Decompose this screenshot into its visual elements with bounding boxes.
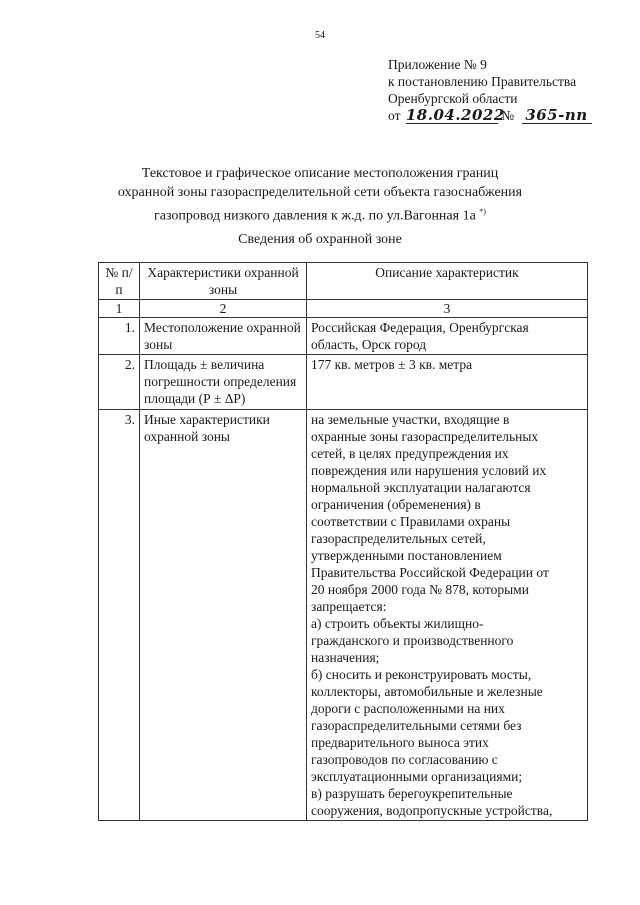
description-line: повреждения или нарушения условий их <box>311 463 547 478</box>
description-line: утвержденными постановлением <box>311 548 502 563</box>
description-line: назначения; <box>311 650 380 665</box>
column-number-2: 2 <box>140 300 307 318</box>
header-description: Описание характеристик <box>307 263 588 300</box>
description-line: гражданского и производственного <box>311 633 514 648</box>
row-description <box>307 410 588 821</box>
handwritten-number: 365-пп <box>522 108 592 124</box>
description-line: газораспределительными сетями без <box>311 718 522 733</box>
description-line: охранные зоны газораспределительных <box>311 429 539 444</box>
title-line-3 <box>0 202 640 226</box>
handwritten-date: 18.04.2022 <box>405 106 505 124</box>
description-line: эксплуатационными организациями; <box>311 769 523 784</box>
column-number-3: 3 <box>307 300 588 318</box>
table-row <box>99 410 588 821</box>
row-characteristic: Площадь ± величина погрешности определения площади (Р ± ΔР) <box>140 355 307 410</box>
row-characteristic: Иные характеристики охранной зоны <box>140 410 307 821</box>
date-prefix: от <box>388 108 401 123</box>
document-title <box>0 164 640 226</box>
description-line: предварительного выноса этих <box>311 735 489 750</box>
table-row <box>99 355 588 410</box>
title-line-2: охранной зоны газораспределительной сети объекта газоснабжения <box>117 185 523 200</box>
header-num: № п/п <box>99 263 140 300</box>
title-line-3-text: газопровод низкого давления к ж.д. по ул.Вагонная 1а <box>154 208 476 224</box>
table-header-row <box>99 263 588 300</box>
description-line: 177 кв. метров ± 3 кв. метра <box>311 357 473 372</box>
description-line: нормальной эксплуатации налагаются <box>311 480 531 495</box>
description-line: газораспределительных сетей, <box>311 531 486 546</box>
row-num: 1. <box>99 318 140 355</box>
description-line: газопроводов по согласованию с <box>311 752 498 767</box>
description-line: Российская Федерация, Оренбургская <box>311 320 529 335</box>
description-line: коллекторы, автомобильные и железные <box>311 684 543 699</box>
title-line-1: Текстовое и графическое описание местоположения границ <box>141 166 499 181</box>
row-num: 3. <box>99 410 140 821</box>
description-line: область, Орск город <box>311 337 427 352</box>
description-line: б) сносить и реконструировать мосты, <box>311 667 532 682</box>
appendix-line-3: Оренбургской области <box>388 91 518 106</box>
description-line: сетей, в целях предупреждения их <box>311 446 509 461</box>
description-line: в) разрушать берегоукрепительные <box>311 786 513 801</box>
footnote-mark: *) <box>479 207 486 216</box>
description-line: на земельные участки, входящие в <box>311 412 510 427</box>
section-title: Сведения об охранной зоне <box>238 232 402 247</box>
appendix-line-1: Приложение № 9 <box>388 57 487 72</box>
description-line: запрещается: <box>311 599 387 614</box>
description-line: Правительства Российской Федерации от <box>311 565 549 580</box>
row-description <box>307 355 588 410</box>
appendix-date-line <box>388 107 592 124</box>
column-number-1: 1 <box>99 300 140 318</box>
row-characteristic: Местоположение охранной зоны <box>140 318 307 355</box>
header-characteristic: Характеристики охранной зоны <box>140 263 307 300</box>
description-line: сооружения, водопропускные устройства, <box>311 803 553 818</box>
column-number-row <box>99 300 588 318</box>
appendix-line-2: к постановлению Правительства <box>388 74 577 89</box>
row-num: 2. <box>99 355 140 410</box>
description-line: а) строить объекты жилищно- <box>311 616 484 631</box>
description-line: 20 ноября 2000 года № 878, которыми <box>311 582 529 597</box>
description-line: соответствии с Правилами охраны <box>311 514 511 529</box>
protection-zone-table <box>98 262 588 821</box>
table-row <box>99 318 588 355</box>
number-sign: № <box>501 108 515 123</box>
appendix-block <box>388 56 592 124</box>
description-line: ограничения (обременения) в <box>311 497 481 512</box>
page-number: 54 <box>315 30 325 41</box>
row-description <box>307 318 588 355</box>
description-line: дороги с расположенными на них <box>311 701 505 716</box>
